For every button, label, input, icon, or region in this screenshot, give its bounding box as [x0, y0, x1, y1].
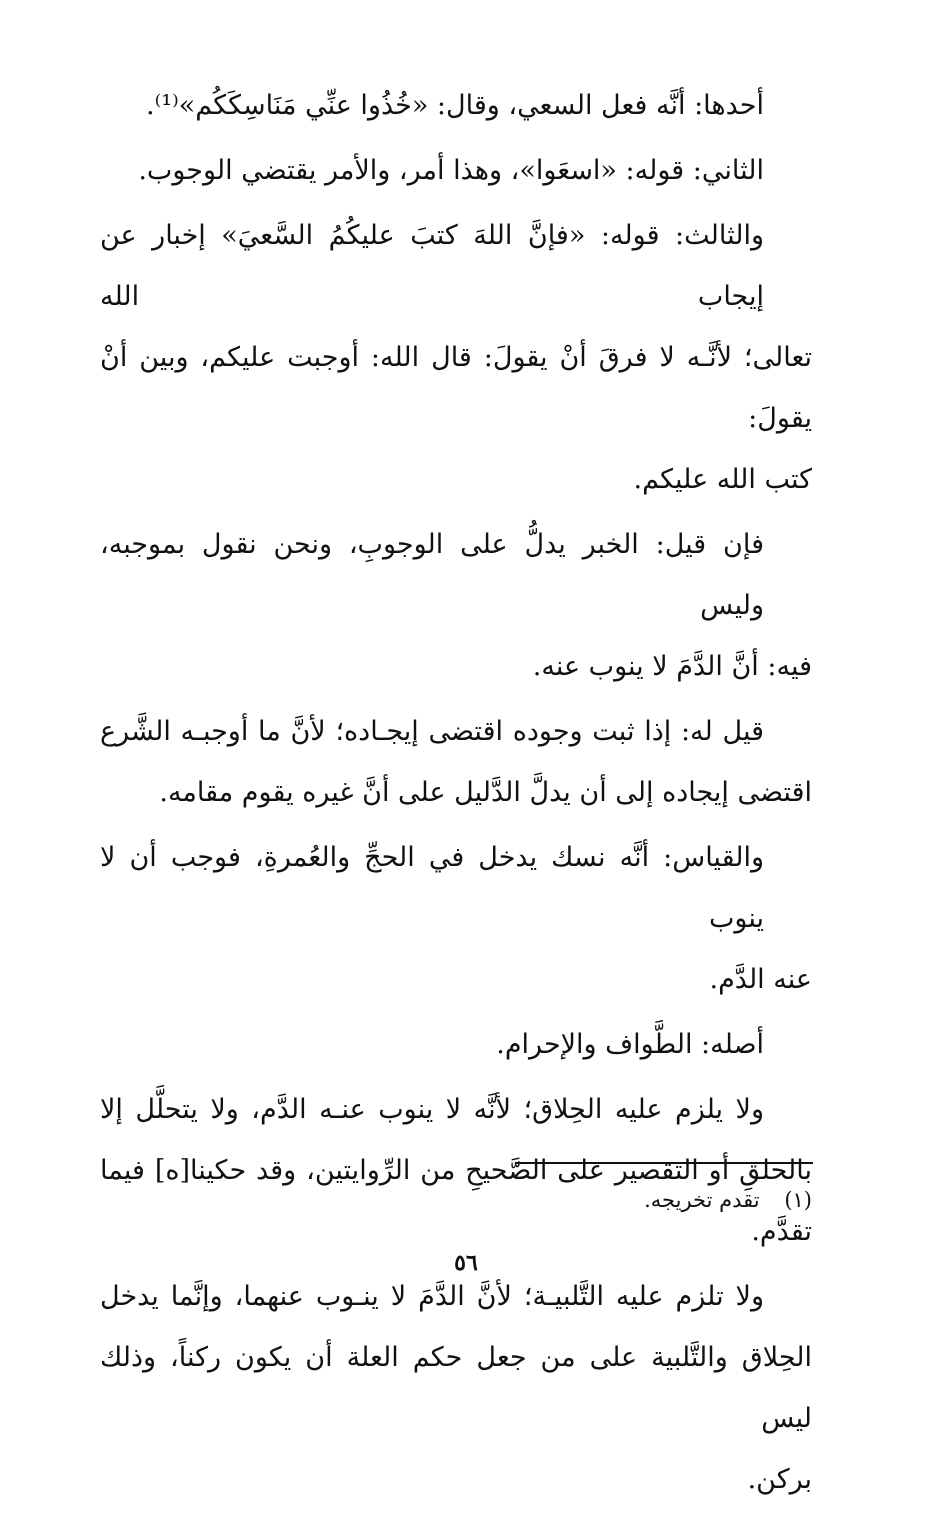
text-line: أصله: الطَّواف والإحرام. [496, 1029, 764, 1060]
paragraph-3 [100, 205, 812, 510]
text-line: أحدها: أنَّه فعل السعي، وقال: «خُذُوا عنِّي مَنَاسِكَكُم»⁽¹⁾. [146, 90, 764, 121]
text-line: فيه: أنَّ الدَّمَ لا ينوب عنه. [532, 651, 812, 682]
paragraph-8 [100, 1079, 812, 1262]
text-line: ولا تلزم عليه التَّلبيـة؛ لأنَّ الدَّمَ لا ينـوب عنهما، وإنَّما يدخل [100, 1281, 764, 1312]
text-line: بركن. [747, 1464, 812, 1495]
paragraph-4 [100, 514, 812, 697]
paragraph-6 [100, 827, 812, 1010]
paragraph-9 [100, 1266, 812, 1510]
paragraph-2 [100, 140, 812, 201]
text-line: قيل له: إذا ثبت وجوده اقتضى إيجـاده؛ لأنَّ ما أوجبـه الشَّرع [100, 716, 764, 747]
text-line: اقتضى إيجاده إلى أن يدلَّ الدَّليل على أنَّ غيره يقوم مقامه. [159, 777, 812, 808]
text-line: عنه الدَّم. [709, 964, 812, 995]
footnote-number: (١) [784, 1188, 812, 1212]
text-line: الثاني: قوله: «اسعَوا»، وهذا أمر، والأمر يقتضي الوجوب. [138, 155, 764, 186]
paragraph-5 [100, 701, 812, 823]
footnote-divider [515, 1162, 813, 1164]
text-line: ولا يلزم عليه الحِلاق؛ لأنَّه لا ينوب عنـه الدَّم، ولا يتحلَّل إلا [100, 1094, 764, 1125]
text-line: كتب الله عليكم. [633, 464, 812, 495]
text-line: والثالث: قوله: «فإنَّ اللهَ كتبَ عليكُمُ السَّعيَ» إخبار عن إيجاب الله [100, 220, 764, 312]
text-line: فإن قيل: الخبر يدلُّ على الوجوبِ، ونحن نقول بموجبه، وليس [100, 529, 764, 621]
text-line: بالحلقِ أو التقصير على الصَّحيحِ من الرِّوايتين، وقد حكينا[ه] فيما تقدَّم. [100, 1155, 812, 1247]
text-line: الحِلاق والتَّلبية على من جعل حكم العلة أن يكون ركناً، وذلك ليس [100, 1342, 812, 1434]
text-line: تعالى؛ لأنَّـه لا فرقَ أنْ يقولَ: قال الله: أوجبت عليكم، وبين أنْ يقولَ: [100, 342, 812, 434]
paragraph-1 [100, 75, 812, 136]
text-line: والقياس: أنَّه نسك يدخل في الحجِّ والعُمرةِ، فوجب أن لا ينوب [100, 842, 764, 934]
footnote-text: تقدم تخريجه. [644, 1188, 760, 1212]
page-body [100, 75, 812, 1514]
paragraph-7 [100, 1014, 812, 1075]
page-number: ٥٦ [454, 1250, 478, 1276]
footnote [644, 1182, 812, 1218]
